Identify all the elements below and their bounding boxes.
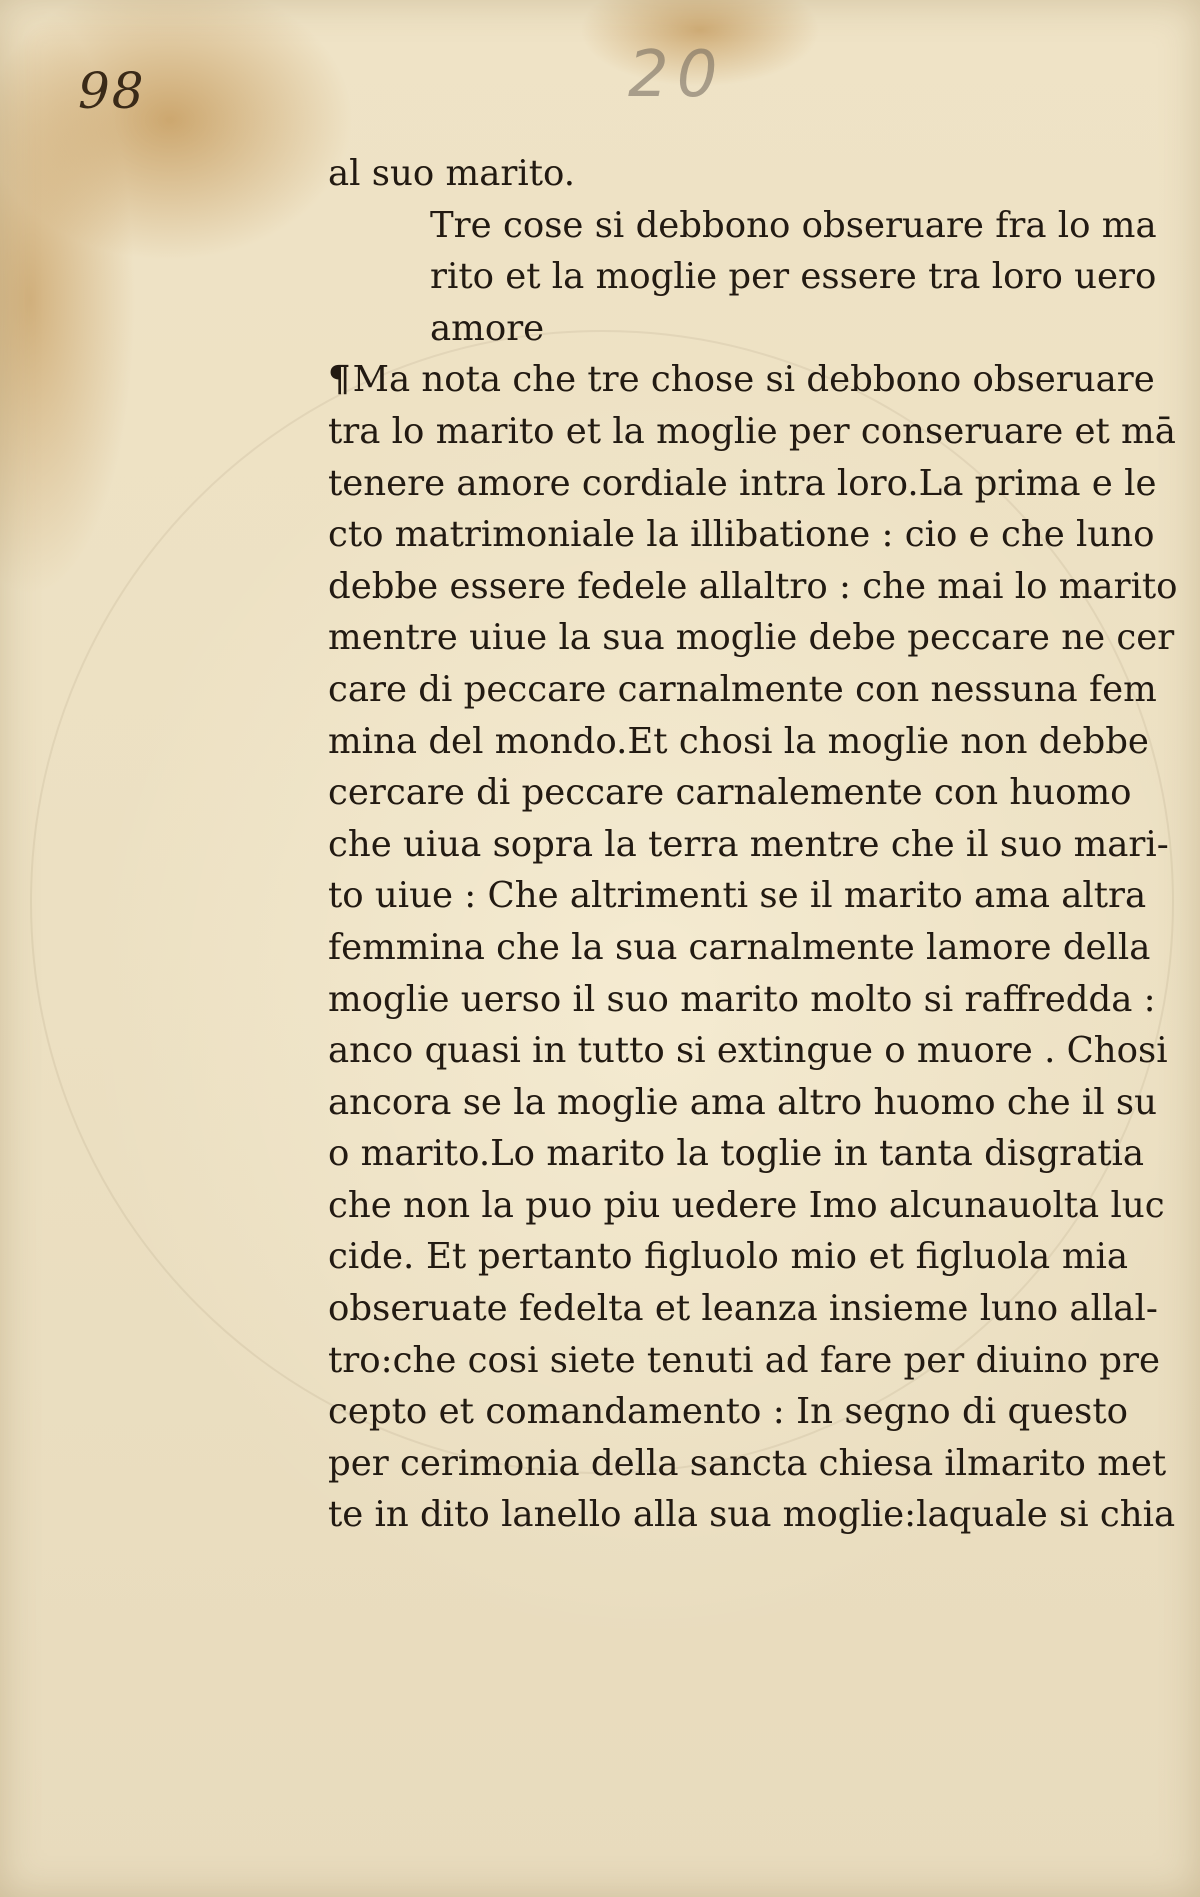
body-line: o marito.Lo marito la toglie in tanta disgratia <box>328 1133 1145 1175</box>
body-line: cepto et comandamento : In segno di questo <box>328 1391 1128 1433</box>
heading-line: Tre cose si debbono obseruare fra lo ma <box>430 204 1157 246</box>
body-line: che uiua sopra la terra mentre che il suo mari- <box>328 823 1169 865</box>
pencil-number: 20 <box>628 38 726 112</box>
body-line: moglie uerso il suo marito molto si raffredda : <box>328 978 1156 1020</box>
body-line: che non la puo piu uedere Imo alcunauolta luc <box>328 1184 1165 1226</box>
body-line: anco quasi in tutto si extingue o muore . Chosi <box>328 1030 1168 1072</box>
body-line: ancora se la moglie ama altro huomo che il su <box>328 1081 1157 1123</box>
body-line: cercare di peccare carnalemente con huomo <box>328 772 1132 814</box>
body-line: tenere amore cordiale intra loro.La prima e le <box>328 462 1157 504</box>
body-line-text: Ma nota che tre chose si debbono obseruare <box>352 359 1155 401</box>
body-line: cide. Et pertanto figluolo mio et figluola mia <box>328 1236 1128 1278</box>
opening-line: al suo marito. <box>328 153 575 194</box>
heading-line: amore <box>430 307 545 349</box>
body-line: tro:che cosi siete tenuti ad fare per diuino pre <box>328 1339 1161 1381</box>
heading-line: rito et la moglie per essere tra loro uero <box>430 256 1157 298</box>
body-line: tra lo marito et la moglie per conseruare et mā <box>328 410 1176 452</box>
body-line: care di peccare carnalmente con nessuna fem <box>328 668 1157 710</box>
body-line: per cerimonia della sancta chiesa ilmarito met <box>328 1442 1167 1484</box>
text-block <box>328 148 1178 1541</box>
body-line: mentre uiue la sua moglie debe peccare ne cer <box>328 617 1175 659</box>
body-line-first <box>328 354 1155 406</box>
pilcrow-mark: ¶ <box>328 359 351 401</box>
body-line: mina del mondo.Et chosi la moglie non debbe <box>328 720 1149 762</box>
folio-number: 98 <box>78 62 146 120</box>
body-line: obseruate fedelta et leanza insieme luno allal- <box>328 1288 1158 1330</box>
body-line: debbe essere fedele allaltro : che mai lo marito <box>328 565 1178 607</box>
body-line: femmina che la sua carnalmente lamore della <box>328 926 1151 968</box>
body-line: to uiue : Che altrimenti se il marito ama altra <box>328 875 1147 917</box>
body-line: te in dito lanello alla sua moglie:laquale si chia <box>328 1494 1176 1536</box>
body-line: cto matrimoniale la illibatione : cio e che luno <box>328 514 1155 556</box>
